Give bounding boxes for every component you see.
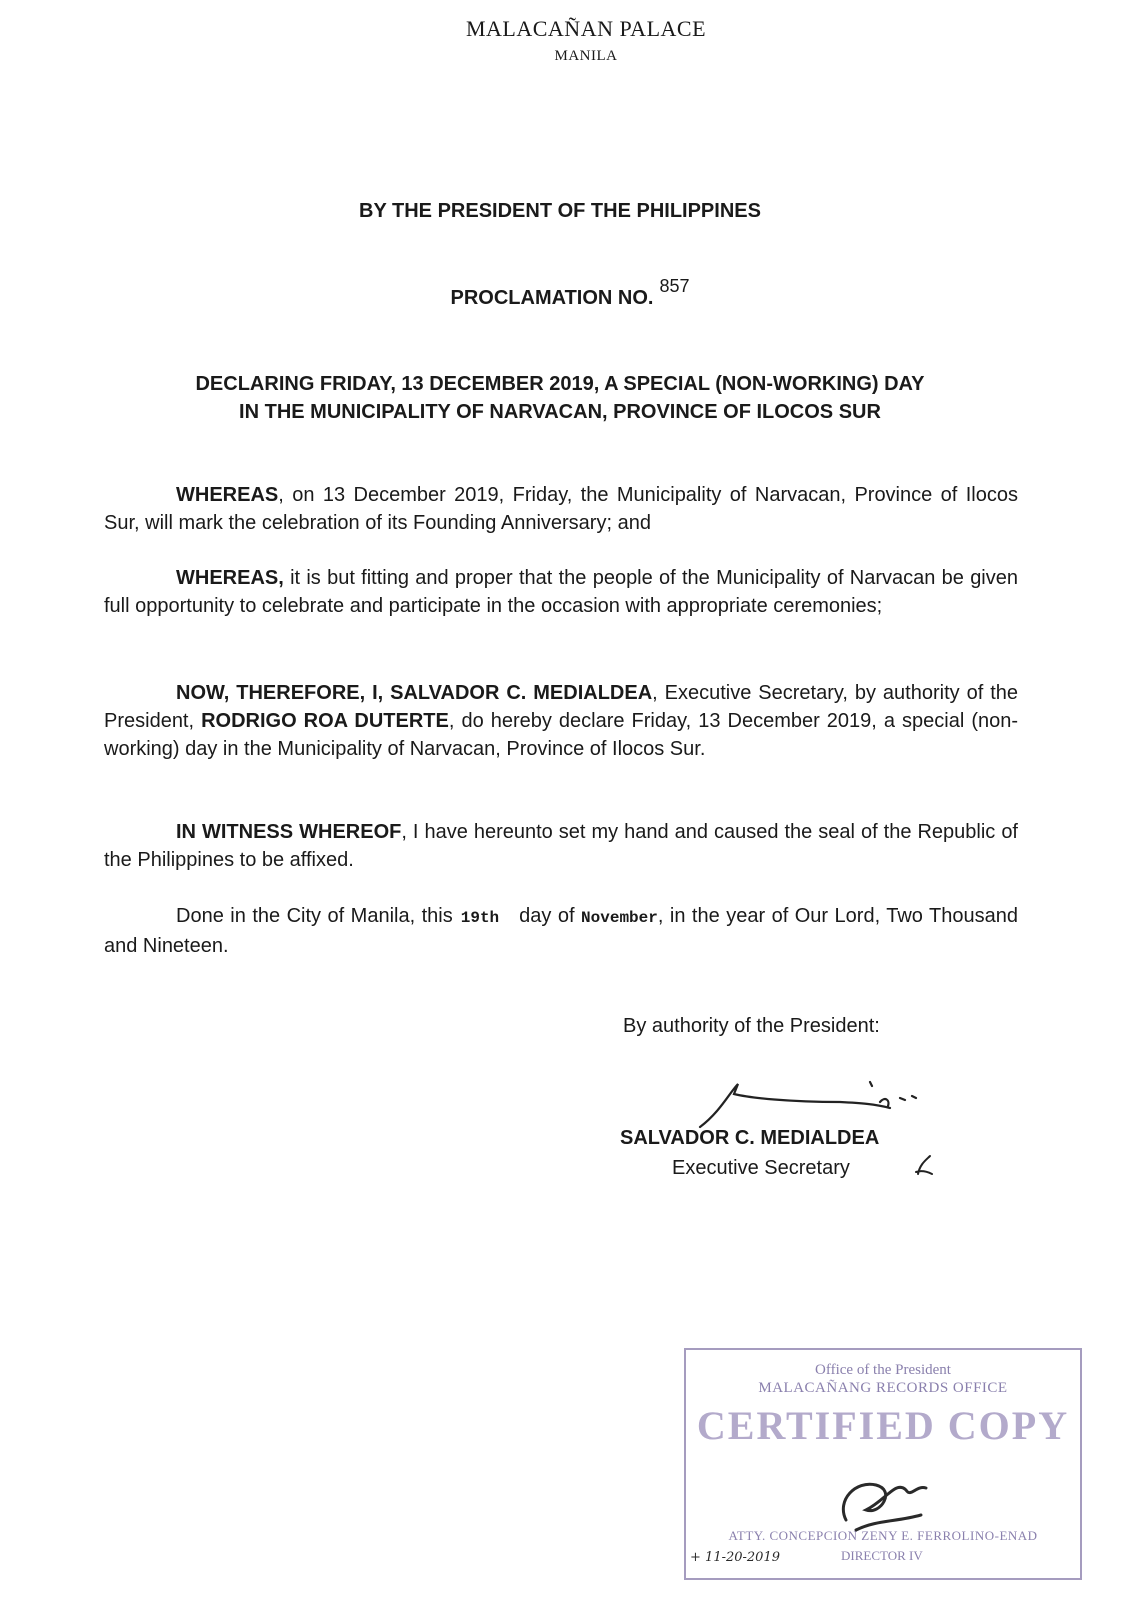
title-line-2: IN THE MUNICIPALITY OF NARVACAN, PROVINCE OF ILOCOS SUR <box>239 401 881 423</box>
p5-text-b: day of <box>519 905 575 927</box>
whereas-paragraph-1 <box>104 481 1018 537</box>
p5-text-a: Done in the City of Manila, this <box>176 905 453 927</box>
certified-copy-stamp <box>684 1348 1082 1580</box>
stamp-records: MALACAÑANG RECORDS OFFICE <box>758 1380 1008 1396</box>
stamp-handwritten-date <box>690 1550 780 1565</box>
p5-text-c: , in the year of Our Lord, Two Thousand and Nineteen. <box>104 905 1018 957</box>
stamp-officer: ATTY. CONCEPCION ZENY E. FERROLINO-ENAD <box>728 1528 1038 1543</box>
title-line-1: DECLARING FRIDAY, 13 DECEMBER 2019, A SPECIAL (NON-WORKING) DAY <box>195 373 925 395</box>
initial-mark <box>910 1150 940 1180</box>
signature-scribble <box>690 1072 950 1132</box>
p5-month: November <box>581 909 658 927</box>
p3-president: RODRIGO ROA DUTERTE <box>201 710 449 732</box>
p3-text-a: , Executive Secretary, by authority of the President, <box>104 682 1018 732</box>
p4-lead: IN WITNESS WHEREOF <box>176 821 402 843</box>
witness-paragraph <box>104 818 1018 874</box>
stamp-office: Office of the President <box>815 1362 951 1378</box>
proclamation-number: 857 <box>659 276 690 296</box>
signatory-title: Executive Secretary <box>672 1157 850 1179</box>
p3-lead: NOW, THEREFORE, I, SALVADOR C. MEDIALDEA <box>176 682 653 704</box>
date-cross-icon: + <box>690 1550 701 1565</box>
now-therefore-paragraph <box>104 679 1018 763</box>
p2-text: it is but fitting and proper that the people of the Municipality of Narvacan be given full opportunity to celebrate and participate in the occasion with appropriate ceremonies; <box>104 567 1018 617</box>
p1-lead: WHEREAS <box>176 484 279 506</box>
p3-text-b: , do hereby declare Friday, 13 December 2019, a special (non-working) day in the Municipality of Narvacan, Province of Ilocos Sur. <box>104 710 1019 760</box>
by-authority-line: By authority of the President: <box>623 1015 880 1037</box>
p2-lead: WHEREAS, <box>176 567 284 589</box>
handwritten-date-text: 11-20-2019 <box>705 1550 780 1565</box>
done-paragraph <box>104 902 1018 960</box>
letterhead-city: MANILA <box>554 48 618 64</box>
proclamation-title <box>100 370 1020 426</box>
stamp-position: DIRECTOR IV <box>841 1548 923 1563</box>
p4-text: , I have hereunto set my hand and caused the seal of the Republic of the Philippines to be affixed. <box>104 821 1018 871</box>
proclamation-heading <box>0 276 1140 310</box>
whereas-paragraph-2 <box>104 564 1018 620</box>
p5-day: 19th <box>460 909 500 927</box>
letterhead-palace: MALACAÑAN PALACE <box>465 16 707 41</box>
stamp-certified: CERTIFIED COPY <box>696 1403 1070 1448</box>
p1-text: , on 13 December 2019, Friday, the Municipality of Narvacan, Province of Ilocos Sur, will mark the celebration of its Founding Anniversary; and <box>104 484 1018 534</box>
proclamation-label: PROCLAMATION NO. <box>450 287 654 309</box>
by-president-heading: BY THE PRESIDENT OF THE PHILIPPINES <box>359 200 761 222</box>
signatory-name: SALVADOR C. MEDIALDEA <box>620 1127 880 1149</box>
